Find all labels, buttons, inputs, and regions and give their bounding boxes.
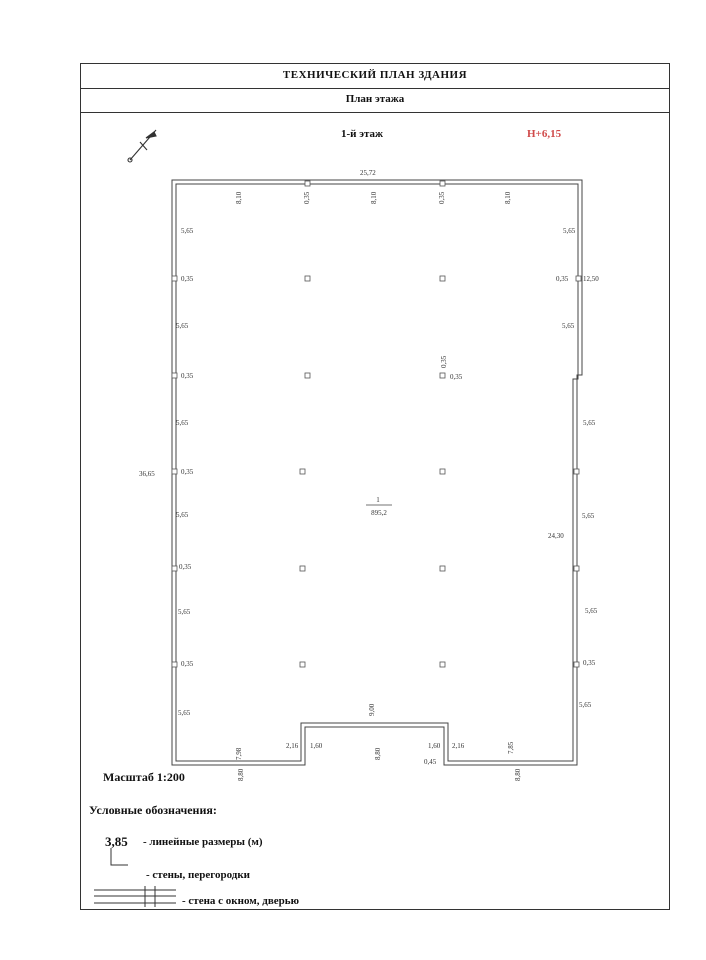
- legend-sample-dim: 3,85: [105, 834, 128, 849]
- dim-right-0-35-2: 0,35: [583, 659, 596, 667]
- building-walls: [172, 180, 582, 765]
- dim-top-total: 25,72: [360, 169, 376, 177]
- dim-right-0-35-1: 0,35: [556, 275, 569, 283]
- legend-window-wall-icon: [94, 886, 176, 907]
- dim-left-5-65-3: 5,65: [176, 419, 189, 427]
- dim-left-0-35-2: 0,35: [181, 372, 194, 380]
- dim-bottom-9-00: 9,00: [368, 703, 376, 716]
- dim-left-total: 36,65: [139, 470, 155, 478]
- legend-linear-dims: - линейные размеры (м): [143, 836, 263, 848]
- legend-walls: - стены, перегородки: [146, 869, 250, 881]
- dim-top-8-10-c: 8,10: [504, 191, 512, 204]
- dim-top-8-10-a: 8,10: [235, 191, 243, 204]
- dim-left-0-35-1: 0,35: [181, 275, 194, 283]
- dim-right-5-65-3: 5,65: [583, 419, 596, 427]
- dim-bottom-7-98: 7,98: [235, 747, 243, 760]
- dim-right-5-65-6: 5,65: [579, 701, 592, 709]
- room-area: 895,2: [371, 509, 387, 517]
- dim-left-5-65-5: 5,65: [178, 608, 191, 616]
- dim-center-0-35-b: 0,35: [450, 373, 463, 381]
- north-arrow-icon: [128, 130, 156, 162]
- dim-right-5-65-2: 5,65: [562, 322, 575, 330]
- dim-left-0-35-5: 0,35: [181, 660, 194, 668]
- dim-left-0-35-3: 0,35: [181, 468, 194, 476]
- dim-bottom-1-60-l: 1,60: [310, 742, 323, 750]
- room-number: 1: [376, 496, 380, 504]
- height-label: Н+6,15: [527, 128, 562, 140]
- dim-top-0-35-a: 0,35: [303, 191, 311, 204]
- dim-right-5-65-4: 5,65: [582, 512, 595, 520]
- dim-bottom-8-80-l: 8,80: [237, 768, 245, 781]
- dim-bottom-1-60-r: 1,60: [428, 742, 441, 750]
- dim-bottom-8-80-c: 8,80: [374, 747, 382, 760]
- dim-right-5-65-5: 5,65: [585, 607, 598, 615]
- legend-wall-window: - стена с окном, дверью: [182, 895, 299, 907]
- dim-bottom-2-16-r: 2,16: [452, 742, 465, 750]
- dim-right-12-50: 12,50: [583, 275, 599, 283]
- dim-left-5-65-6: 5,65: [178, 709, 191, 717]
- dim-bottom-7-85: 7,85: [507, 741, 515, 754]
- dim-left-5-65-4: 5,65: [176, 511, 189, 519]
- dim-left-0-35-4: 0,35: [179, 563, 192, 571]
- top-dimensions: [235, 169, 512, 204]
- document-title: ТЕХНИЧЕСКИЙ ПЛАН ЗДАНИЯ: [282, 69, 468, 81]
- right-dimensions: [548, 227, 599, 709]
- dim-top-0-35-b: 0,35: [438, 191, 446, 204]
- dim-bottom-8-80-r: 8,80: [514, 768, 522, 781]
- legend-wall-icon: [111, 848, 128, 865]
- dim-top-8-10-b: 8,10: [370, 191, 378, 204]
- dim-bottom-2-16-l: 2,16: [286, 742, 299, 750]
- bottom-dimensions: [235, 703, 522, 781]
- dim-right-5-65-1: 5,65: [563, 227, 576, 235]
- left-dimensions: [139, 227, 194, 717]
- dim-right-total: 24,30: [548, 532, 564, 540]
- dim-center-0-35: 0,35: [440, 355, 448, 368]
- columns: [172, 181, 581, 667]
- dim-left-5-65-2: 5,65: [176, 322, 189, 330]
- dim-left-5-65-1: 5,65: [181, 227, 194, 235]
- scale-label: Масштаб 1:200: [103, 770, 185, 784]
- floor-label: 1-й этаж: [341, 128, 384, 140]
- plan-subtitle: План этажа: [345, 93, 405, 105]
- room-label: [366, 496, 392, 517]
- dim-bottom-0-45: 0,45: [424, 758, 437, 766]
- legend-heading: Условные обозначения:: [89, 803, 217, 817]
